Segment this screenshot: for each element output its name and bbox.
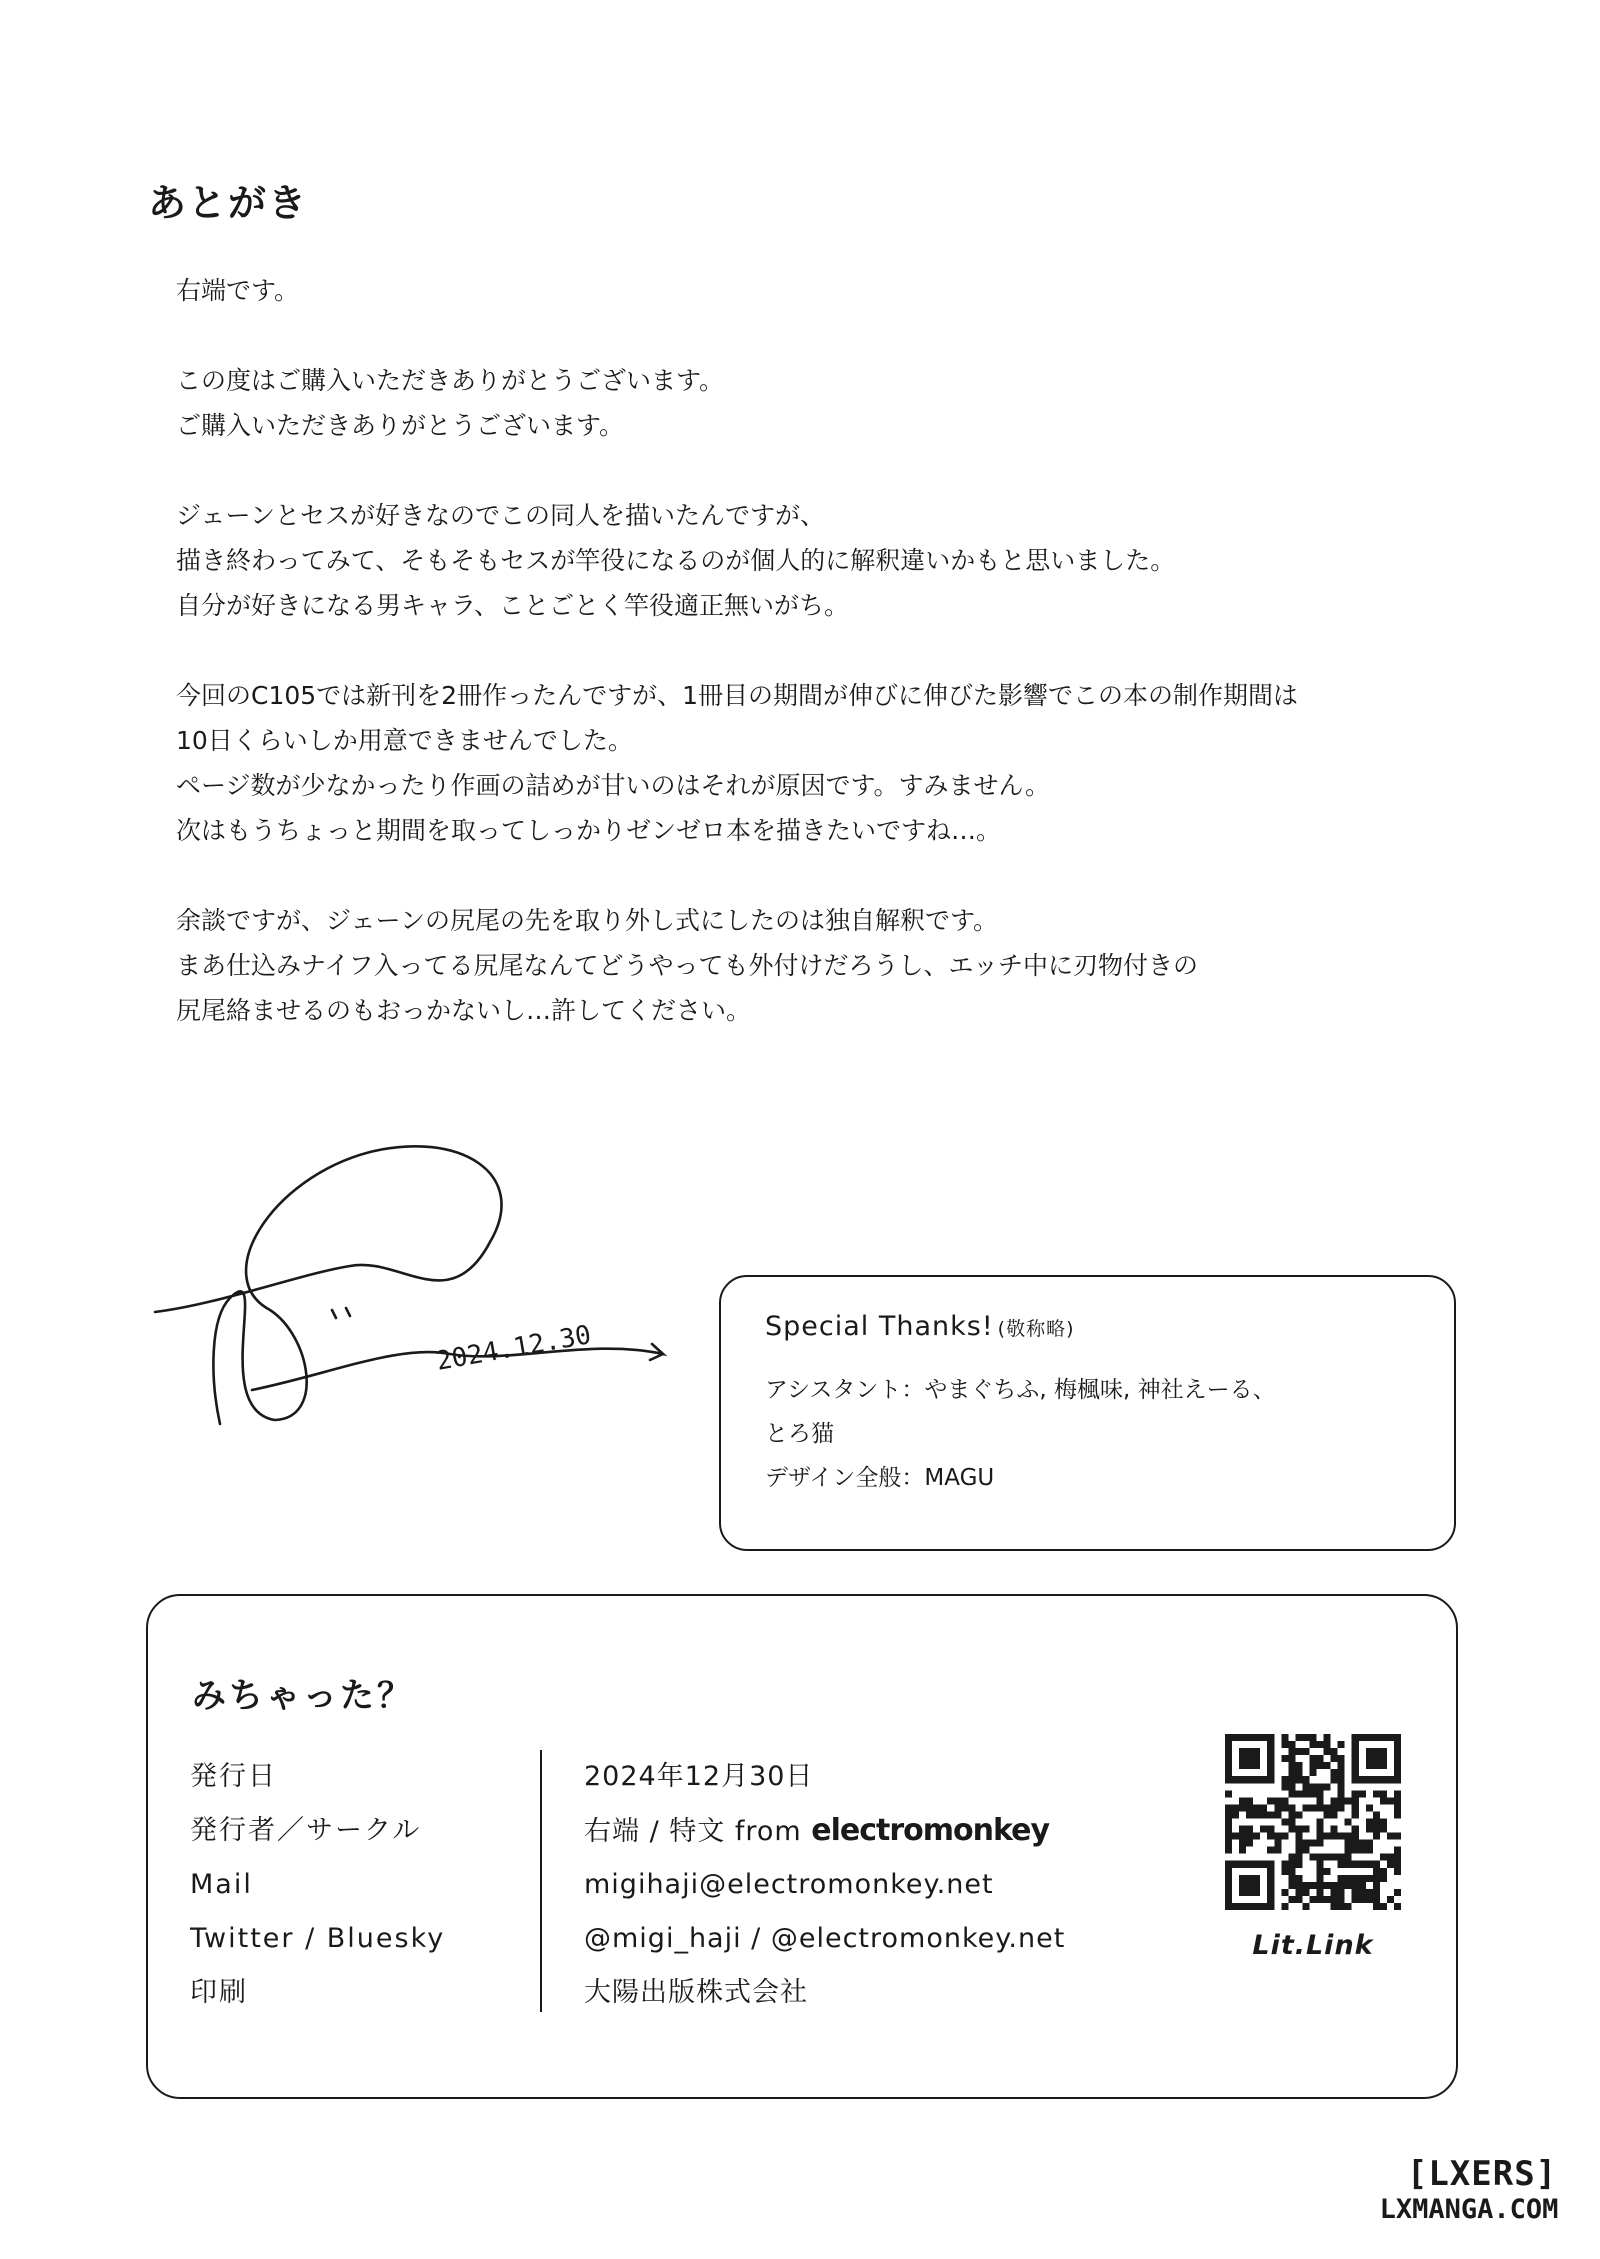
credit-line: アシスタント：やまぐちふ, 梅楓味, 神社えーる、 [765,1377,1276,1403]
text-line: この度はご購入いただきありがとうございます。 [176,366,725,395]
mail-address: migihaji@electromonkey.net [584,1869,994,1900]
site-watermark [1379,2154,1582,2227]
publish-date: 2024年12月30日 [584,1761,814,1792]
colophon-title: みちゃった？ [192,1676,414,1716]
handwritten-signature [150,1138,680,1438]
text-line: 右端です。 [176,276,300,305]
text-line: 尻尾絡ませるのもおっかないし…許してください。 [176,996,752,1025]
label-publish-date: 発行日 [190,1761,277,1792]
text-line: 自分が好きになる男キャラ、ことごとく竿役適正無いがち。 [176,591,850,620]
paragraph [176,673,1476,853]
social-handles: @migi_haji / @electromonkey.net [584,1923,1066,1954]
signature-date: 2024.12.30 [434,1320,594,1377]
publisher-names: 右端 / 特文 from [584,1816,802,1847]
watermark-bottom: LXMANGA.COM [1379,2194,1559,2225]
qr-caption: Lit.Link [1252,1930,1374,1961]
text-line: 次はもうちょっと期間を取ってしっかりゼンゼロ本を描きたいですね…。 [176,816,1002,845]
text-line: ページ数が少なかったり作画の詰めが甘いのはそれが原因です。すみません。 [176,771,1051,800]
publisher [584,1804,1065,1858]
text-line: 今回のC105では新刊を2冊作ったんですが、1冊目の期間が伸びに伸びた影響でこの本の制作期間は [176,681,1298,710]
paragraph [176,898,1476,1033]
afterword-heading: あとがき [148,181,309,225]
paragraph [176,358,1476,448]
special-thanks-heading: Special Thanks! [765,1311,994,1342]
text-line: 描き終わってみて、そもそもセスが竿役になるのが個人的に解釈違いかもと思いました。 [176,546,1176,575]
label-mail: Mail [190,1869,253,1900]
label-publisher: 発行者／サークル [190,1815,422,1846]
qr-code [1225,1734,1401,1910]
printer-name: 大陽出版株式会社 [584,1977,808,2008]
text-line: 10日くらいしか用意できませんでした。 [176,726,633,755]
divider [540,1750,542,2012]
watermark-top: [LXERS] [1406,2154,1558,2194]
text-line: 余談ですが、ジェーンの尻尾の先を取り外し式にしたのは独自解釈です。 [176,906,999,935]
colophon-values [584,1750,1065,2020]
paragraph [176,493,1476,628]
honorific-note: (敬称略) [997,1318,1075,1340]
text-line: ご購入いただきありがとうございます。 [176,411,625,440]
text-line: まあ仕込みナイフ入ってる尻尾なんてどうやっても外付けだろうし、エッチ中に刃物付きの [176,951,1199,980]
electromonkey-logo: electromonkey [811,1813,1050,1848]
label-printer: 印刷 [190,1977,248,2008]
colophon-labels [190,1750,445,2020]
paragraph [176,268,1476,313]
colophon-box [146,1594,1458,2099]
credit-line: とろ猫 [765,1421,834,1447]
special-thanks-title [765,1311,1410,1342]
special-thanks-box [719,1275,1456,1551]
text-line: ジェーンとセスが好きなのでこの同人を描いたんですが、 [176,501,826,530]
afterword-body [176,268,1476,1078]
credit-line: デザイン全般：MAGU [765,1465,995,1491]
label-social: Twitter / Bluesky [190,1923,446,1954]
